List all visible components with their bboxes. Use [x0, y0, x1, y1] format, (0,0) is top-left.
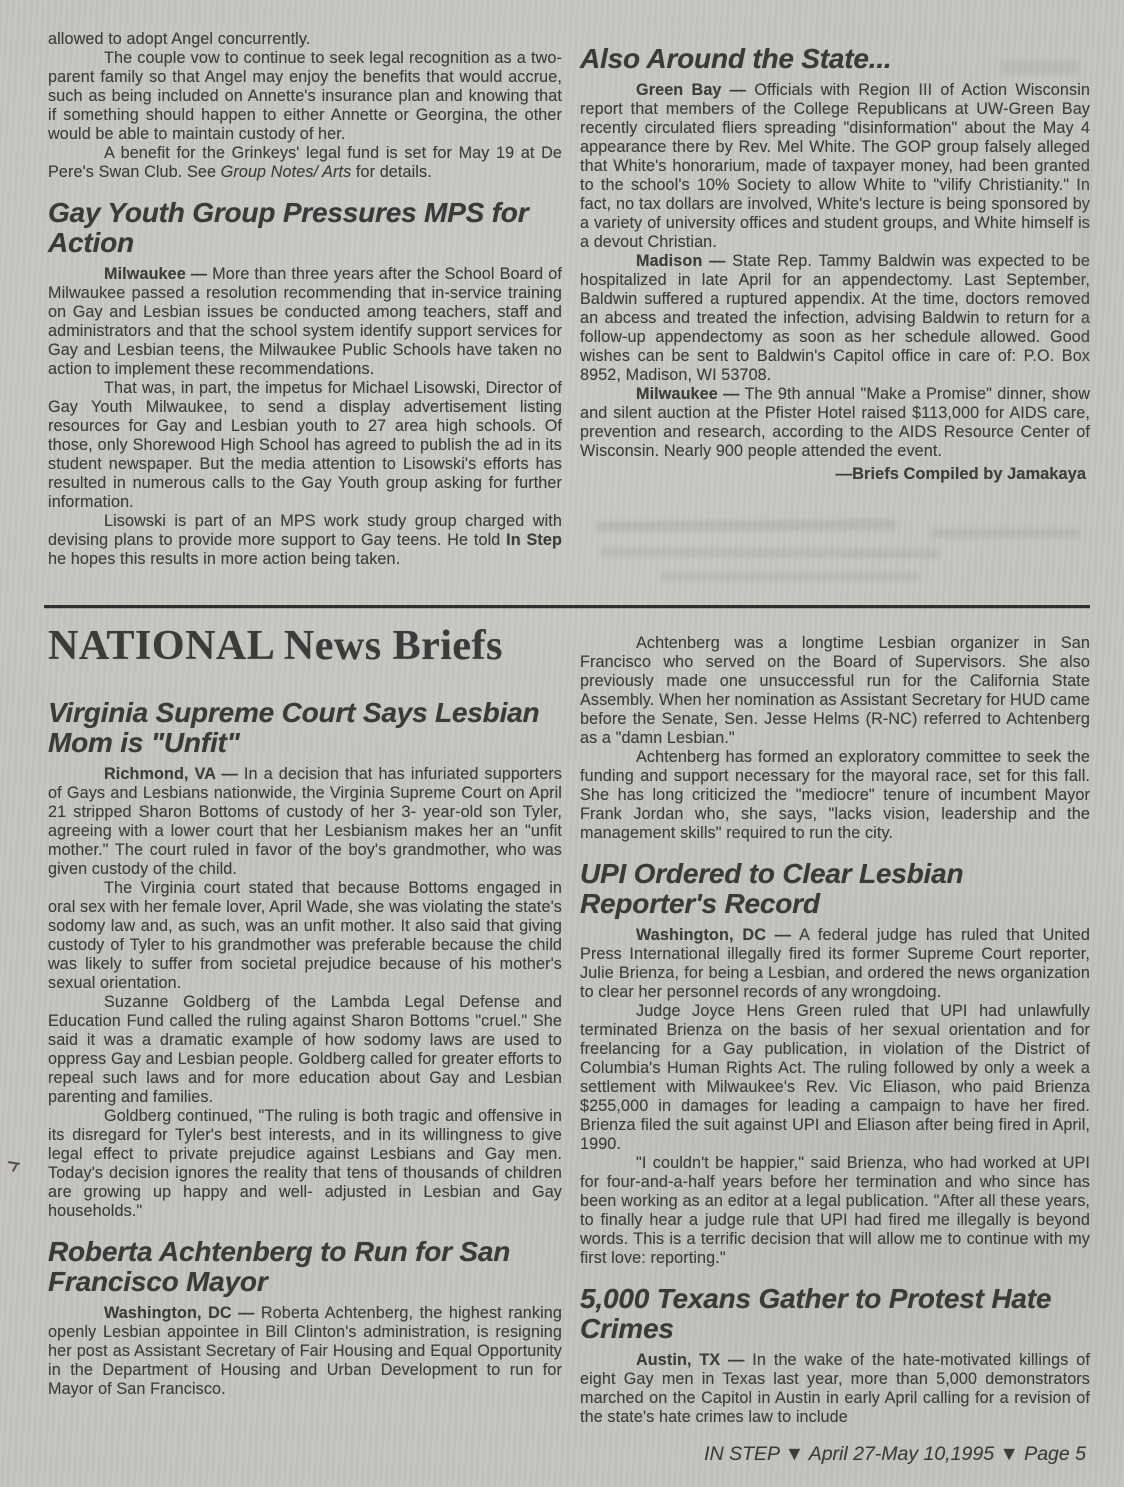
- headline-texans-protest: 5,000 Texans Gather to Protest Hate Crimes: [580, 1283, 1052, 1344]
- section-divider-rule: [44, 605, 1090, 608]
- headline-virginia-supreme-court: Virginia Supreme Court Says Lesbian Mom is "Unfit": [48, 697, 540, 758]
- national-news-right-column: [580, 634, 1090, 1427]
- dateline-washington-dc: Washington, DC —: [636, 926, 792, 944]
- publication-name: In Step: [506, 531, 562, 549]
- paragraph-text: A federal judge has ruled that United Press International illegally fired its former Supreme Court reporter, Julie Brienza, for being a Lesbian, and ordered the news organization to clear her personnel records of any wrongdoing.: [580, 926, 1091, 1001]
- national-news-left-column: [48, 622, 562, 1399]
- adoption-article-continuation: [48, 30, 562, 569]
- paragraph: [580, 81, 1090, 252]
- paragraph: Goldberg continued, "The ruling is both tragic and offensive in its disregard for Tyler's best interests, and in its willingness to give legal effect to private prejudice against Lesbians and Gay men. Today's decision ignores the reality that tens of thousands of children are growing up happy and well- adjusted in Lesbian and Gay households.": [48, 1107, 562, 1220]
- paragraph: Achtenberg has formed an exploratory committee to seek the funding and support necessary for the mayoral race, set for this fall. She has long criticized the "mediocre" tenure of incumbent Mayor Frank Jordan who, she says, "lacks vision, leadership and the management skills" required to run the city.: [580, 748, 1090, 842]
- paragraph-text: In a decision that has infuriated supporters of Gays and Lesbians nationwide, the Virginia Supreme Court on April 21 stripped Sharon Bottoms of custody of her 3- year-old son Tyler, agreeing with a lower court that her Lesbianism makes her an "unfit mother." The court ruled in favor of the boy's grandmother, who was given custody of the child.: [48, 765, 563, 878]
- paragraph: [48, 144, 562, 182]
- paragraph: The couple vow to continue to seek legal recognition as a two- parent family so that Angel may enjoy the benefits that would accrue, such as being included on Annette's insurance plan and knowing that if something should happen to either Annette or Georgina, the other would be able to maintain custody of her.: [48, 49, 562, 143]
- national-section-header: NATIONAL News Briefs: [48, 623, 503, 669]
- dateline-milwaukee: Milwaukee —: [104, 265, 208, 283]
- italic-reference: Group Notes/ Arts: [220, 163, 352, 181]
- paragraph: [580, 926, 1090, 1002]
- page-footer: IN STEP ▼ April 27-May 10,1995 ▼ Page 5: [704, 1443, 1086, 1465]
- paragraph-text: The 9th annual "Make a Promise" dinner, show and silent auction at the Pfister Hotel raised $113,000 for AIDS care, prevention and research, according to the AIDS Resource Center of Wisconsin. Nearly 900 people attended the event.: [580, 385, 1090, 460]
- paragraph: [48, 265, 562, 379]
- paragraph-text: he hopes this results in more action being taken.: [48, 550, 401, 568]
- byline: —Briefs Compiled by Jamakaya: [835, 465, 1086, 483]
- pen-mark: [8, 1160, 24, 1172]
- paragraph-text: Roberta Achtenberg, the highest ranking openly Lesbian appointee in Bill Clinton's administration, is resigning her post as Assistant Secretary of Fair Housing and Equal Opportunity in the Department of Housing and Urban Development to run for Mayor of San Francisco.: [48, 1304, 562, 1398]
- paragraph: Judge Joyce Hens Green ruled that UPI had unlawfully terminated Brienza on the basis of her sexual orientation and for freelancing for a Gay publication, in violation of the District of Columbia's Human Rights Act. The ruling followed by only a week a settlement with Milwaukee's Rev. Vic Eliason, who paid Brienza $255,000 in damages for leading a campaign to have her fired. Brienza filed the suit against UPI and Eliason after being fired in April, 1990.: [580, 1002, 1090, 1153]
- dateline-green-bay: Green Bay —: [636, 81, 747, 99]
- also-around-the-state-article: [580, 44, 1090, 484]
- dateline-austin: Austin, TX —: [636, 1351, 745, 1369]
- bleed-through-smudge: [930, 528, 1080, 538]
- paragraph: [580, 1351, 1090, 1427]
- paragraph-text: Officials with Region III of Action Wisconsin report that members of the College Republicans at UW-Green Bay recently circulated fliers spreading "disinformation" about the May 4 appearance there by Rev. Mel White. The GOP group falsely alleged that White's honorarium, made of taxpayer money, had been granted to the school's 10% Society to allow White to "vilify Christianity." In fact, no tax dollars are involved, White's lecture is being sponsored by a variety of university offices and student groups, and White himself is a devout Christian.: [580, 81, 1090, 251]
- paragraph: The Virginia court stated that because Bottoms engaged in oral sex with her female lover, April Wade, she was violating the state's sodomy law and, as such, was an unfit mother. It also said that giving custody of Tyler to his grandmother was preferable because the child was likely to suffer from societal prejudice because of his mother's sexual orientation.: [48, 879, 562, 992]
- paragraph-text: More than three years after the School Board of Milwaukee passed a resolution recommending that in-service training on Gay and Lesbian issues be conducted among teachers, staff and administrators and that the school system identify support services for Gay and Lesbian teens, the Milwaukee Public Schools have taken no action to implement these recommendations.: [48, 265, 562, 378]
- paragraph: That was, in part, the impetus for Michael Lisowski, Director of Gay Youth Milwaukee, to send a display advertisement listing resources for Gay and Lesbian youth to 27 area high schools. Of those, only Shorewood High School has agreed to publish the ad in its student newspaper. But the media attention to Lisowski's efforts has resulted in numerous calls to the Gay Youth group asking for further information.: [48, 379, 562, 511]
- paragraph: [48, 765, 562, 879]
- headline-also-around-the-state: Also Around the State...: [580, 43, 892, 74]
- paragraph: [48, 512, 562, 569]
- bleed-through-smudge: [660, 572, 920, 582]
- headline-roberta-achtenberg: Roberta Achtenberg to Run for San Francisco Mayor: [48, 1236, 511, 1297]
- paragraph-text: for details.: [351, 163, 432, 181]
- paragraph: [48, 1304, 562, 1399]
- paragraph: allowed to adopt Angel concurrently.: [48, 30, 311, 48]
- dateline-milwaukee: Milwaukee —: [636, 385, 740, 403]
- paragraph-text: In the wake of the hate-motivated killings of eight Gay men in Texas last year, more than 5,000 demonstrators marched on the Capitol in Austin in early April calling for a revision of the state's hate crimes law to include: [580, 1351, 1091, 1426]
- bleed-through-smudge: [596, 519, 896, 532]
- bleed-through-smudge: [600, 547, 940, 559]
- dateline-washington-dc: Washington, DC —: [104, 1304, 255, 1322]
- paragraph-text: A benefit for the Grinkeys' legal fund is set for May 19 at De Pere's Swan Club. See: [48, 144, 562, 181]
- paragraph-text: State Rep. Tammy Baldwin was expected to be hospitalized in late April for an appendectomy. Last September, Baldwin suffered a ruptured appendix. At the time, doctors removed an abcess and treated the infection, advising Baldwin to return for a follow-up appendectomy as soon as her schedule allowed. Good wishes can be sent to Baldwin's Capitol office in care of: P.O. Box 8952, Madison, WI 53708.: [580, 252, 1090, 384]
- dateline-richmond: Richmond, VA —: [104, 765, 238, 783]
- paragraph: Suzanne Goldberg of the Lambda Legal Defense and Education Fund called the ruling against Sharon Bottoms "cruel." She said it was a dramatic example of how sodomy laws are used to oppress Gay and Lesbian people. Goldberg called for greater efforts to repeal such laws and for more education about Gay and Lesbian parenting and families.: [48, 993, 562, 1106]
- headline-upi-ordered: UPI Ordered to Clear Lesbian Reporter's Record: [580, 858, 964, 919]
- paragraph: [580, 385, 1090, 461]
- pen-mark-stroke: [12, 1163, 18, 1172]
- pen-mark-stroke: [8, 1161, 20, 1165]
- paragraph: [580, 252, 1090, 385]
- dateline-madison: Madison —: [636, 252, 726, 270]
- paragraph: "I couldn't be happier," said Brienza, who had worked at UPI for four-and-a-half years before her termination and who since has been working as an editor at a legal publication. "After all these years, to finally hear a judge rule that UPI had fired me illegally is beyond words. This is a terrific decision that will allow me to continue with my first love: reporting.": [580, 1154, 1090, 1267]
- paragraph-text: Lisowski is part of an MPS work study group charged with devising plans to provide more support to Gay teens. He told: [48, 512, 562, 549]
- headline-gay-youth-mps: Gay Youth Group Pressures MPS for Action: [48, 197, 529, 258]
- paragraph: Achtenberg was a longtime Lesbian organizer in San Francisco who served on the Board of Supervisors. She also previously made one unsuccessful run for the California State Assembly. When her nomination as Assistant Secretary for HUD came before the Senate, Sen. Jesse Helms (R-NC) referred to Achtenberg as a "damn Lesbian.": [580, 634, 1091, 747]
